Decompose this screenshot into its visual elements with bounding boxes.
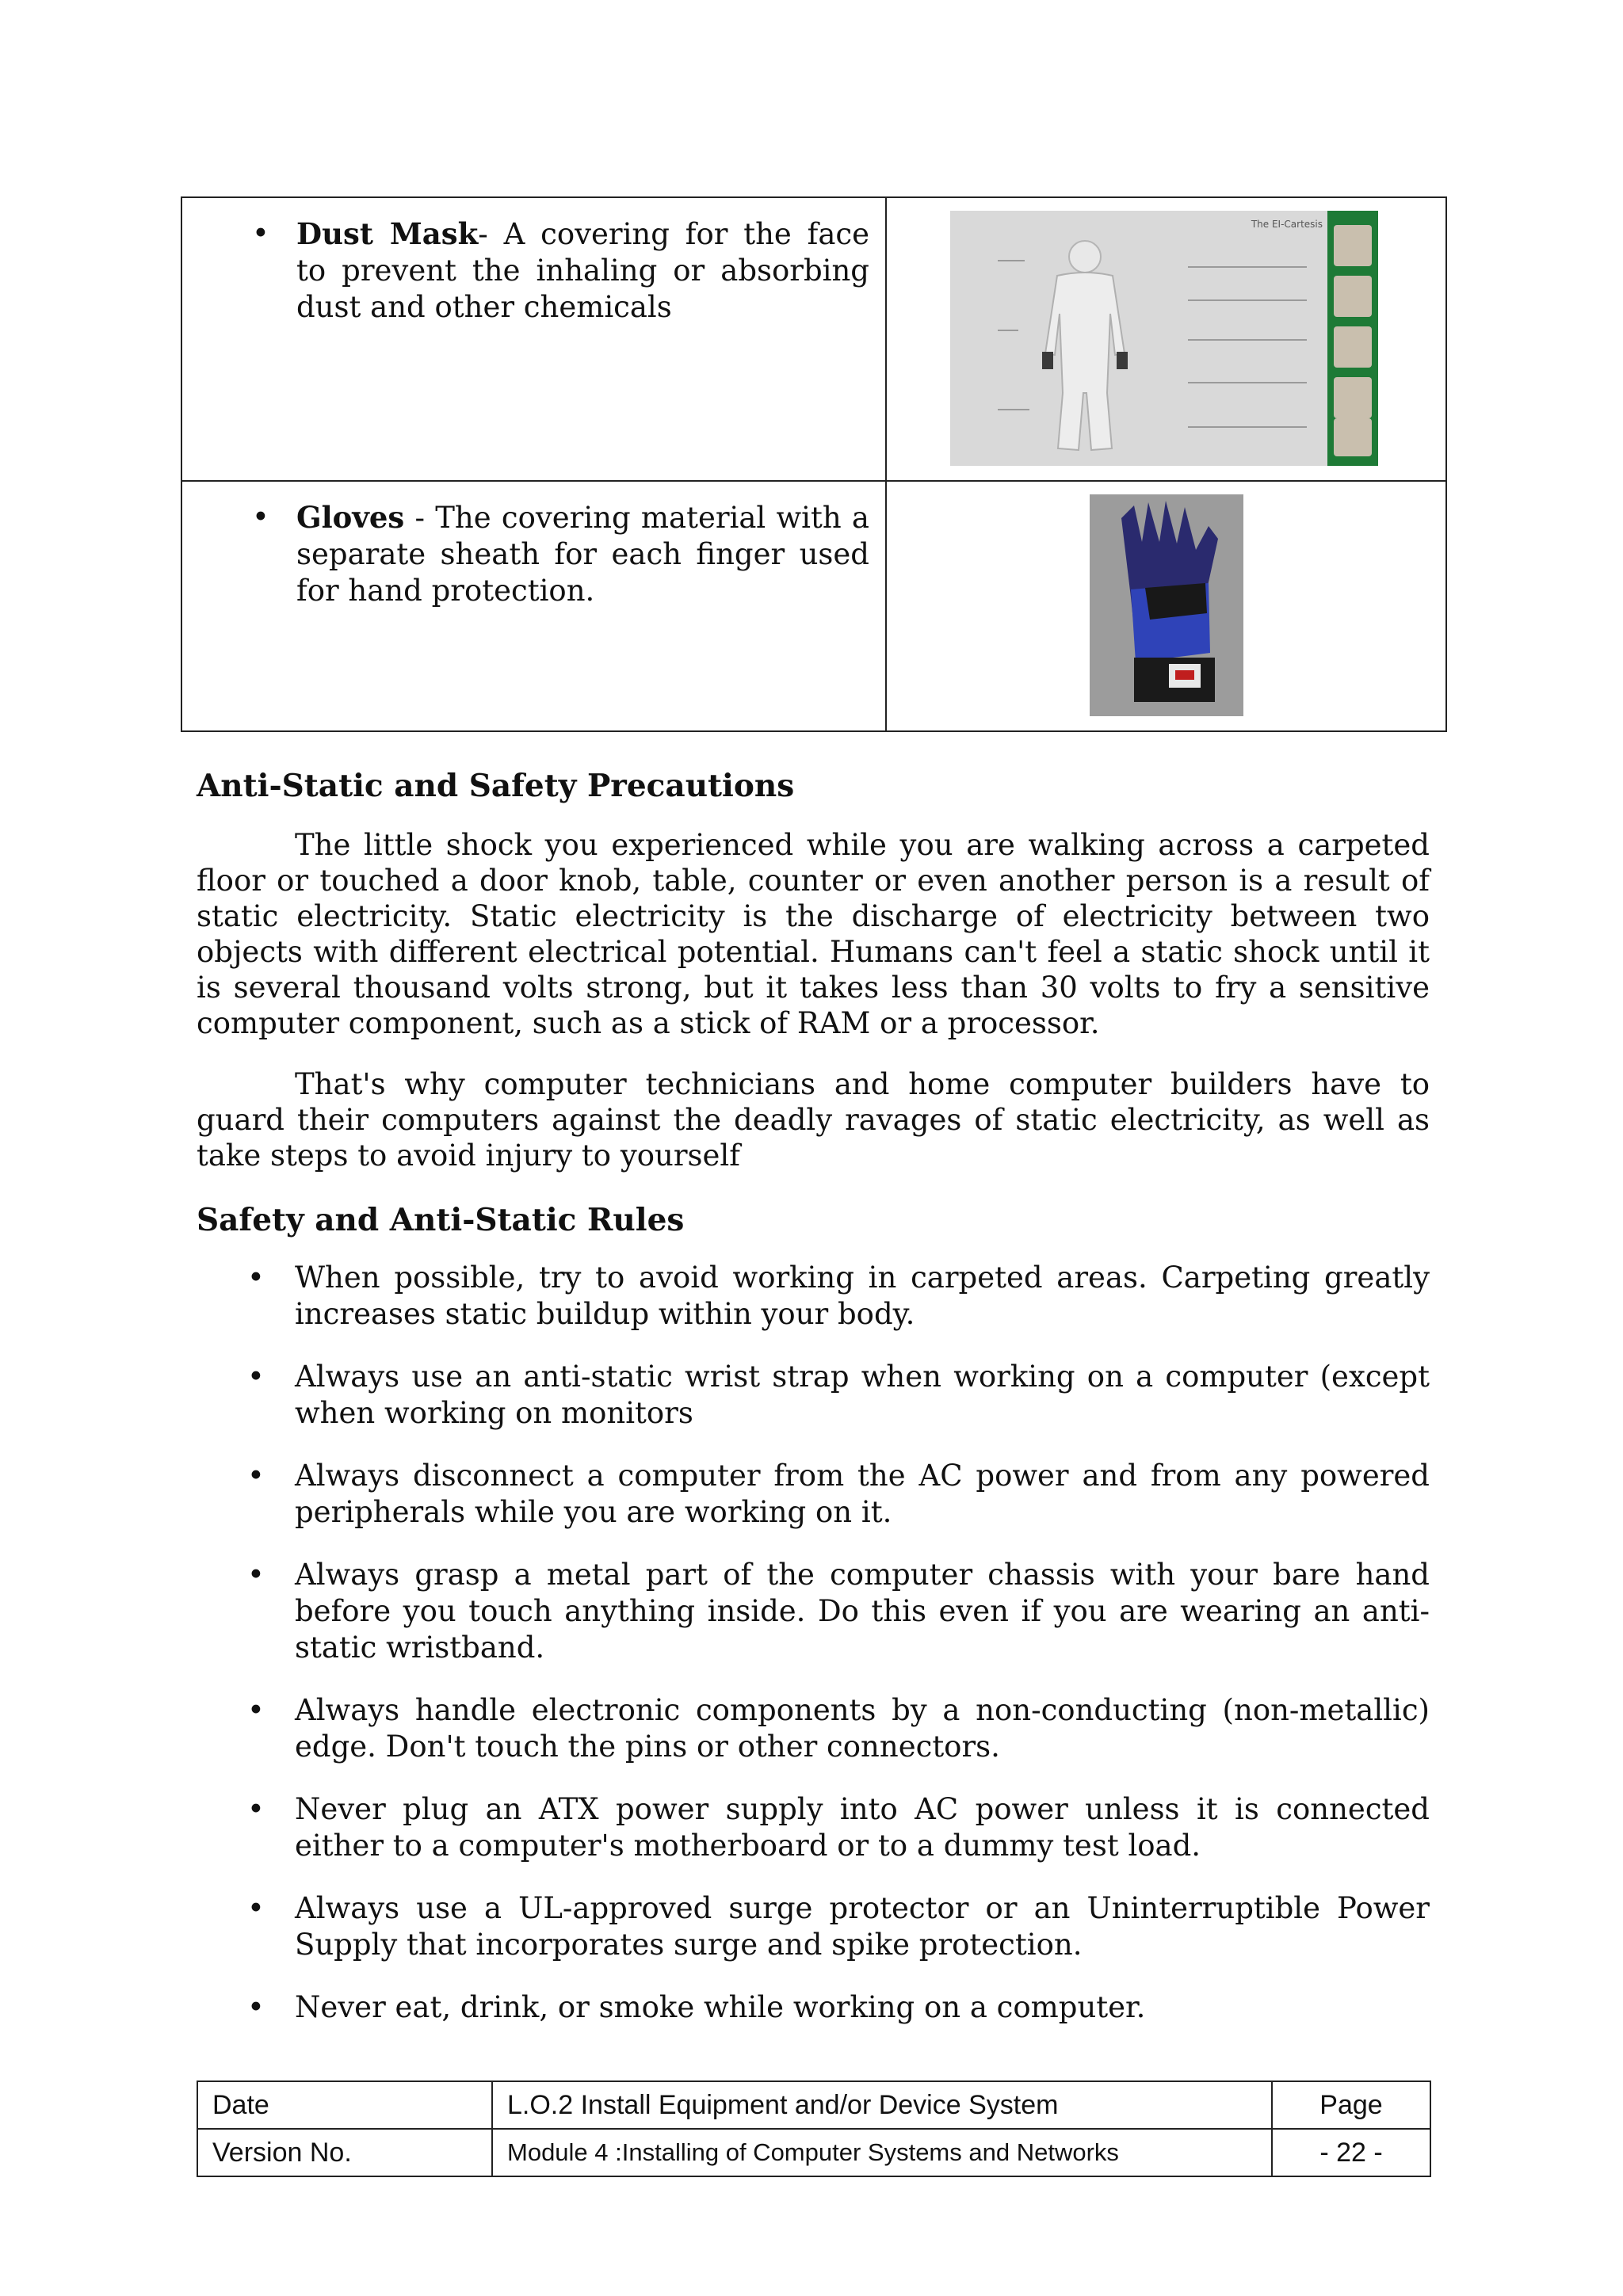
footer-table bbox=[197, 2081, 1431, 2177]
ppe-table bbox=[181, 196, 1447, 732]
dust-mask-image-cell bbox=[886, 197, 1446, 481]
bullet-icon: • bbox=[247, 1558, 265, 1592]
gloves-separator: - bbox=[404, 501, 436, 535]
protective-suit-figure bbox=[1014, 235, 1156, 456]
callout-line bbox=[998, 409, 1029, 410]
bullet-icon: • bbox=[252, 216, 269, 250]
table-row bbox=[197, 2129, 1430, 2176]
ppe-strip bbox=[1327, 211, 1378, 466]
bullet-icon: • bbox=[247, 1360, 265, 1394]
bullet-icon: • bbox=[247, 1891, 265, 1925]
footer-version-label: Version No. bbox=[197, 2129, 492, 2176]
dust-mask-description: A covering for the face to prevent the inhaling or absorbing dust and other chemicals bbox=[296, 217, 870, 324]
protective-suit-image bbox=[950, 211, 1378, 466]
bullet-icon: • bbox=[247, 1261, 265, 1295]
table-row bbox=[197, 2081, 1430, 2129]
rule-text: Never plug an ATX power supply into AC power unless it is connected either to a computer's motherboard or to a dummy test load. bbox=[295, 1792, 1430, 1863]
bullet-icon: • bbox=[252, 500, 269, 534]
suit-caption: The EI-Cartesis bbox=[1251, 219, 1323, 230]
bullet-icon: • bbox=[247, 1459, 265, 1493]
table-row bbox=[181, 481, 1446, 731]
gloves-image bbox=[1090, 494, 1243, 716]
dust-mask-separator: - bbox=[478, 217, 504, 251]
dust-mask-term: Dust Mask bbox=[296, 216, 479, 251]
list-item bbox=[197, 1890, 1430, 1963]
glove-figure bbox=[1090, 494, 1243, 716]
table-row bbox=[181, 197, 1446, 481]
technicians-paragraph: That's why computer technicians and home computer builders have to guard their computers against the deadly ravages of static electricity, as well as take steps to avoid injury to yourself bbox=[197, 1067, 1430, 1173]
footer-page-number: - 22 - bbox=[1272, 2129, 1430, 2176]
list-item bbox=[197, 1989, 1430, 2026]
callout-line bbox=[998, 260, 1025, 261]
gloves-image-cell bbox=[886, 481, 1446, 731]
gloves-term: Gloves bbox=[296, 500, 405, 535]
dust-mask-cell bbox=[181, 197, 886, 481]
footer-date-label: Date bbox=[197, 2081, 492, 2129]
rule-text: Always handle electronic components by a non-conducting (non-metallic) edge. Don't touch the pins or other connectors. bbox=[295, 1693, 1430, 1764]
rule-text: When possible, try to avoid working in carpeted areas. Carpeting greatly increases static buildup within your body. bbox=[295, 1261, 1430, 1331]
bullet-icon: • bbox=[247, 1990, 265, 2024]
rules-list bbox=[197, 1260, 1430, 2052]
anti-static-heading: Anti-Static and Safety Precautions bbox=[197, 768, 795, 804]
rule-text: Always grasp a metal part of the computer chassis with your bare hand before you touch anything inside. Do this even if you are wearing an anti-static wristband. bbox=[295, 1558, 1430, 1665]
rule-text: Never eat, drink, or smoke while working on a computer. bbox=[295, 1990, 1146, 2024]
list-item bbox=[197, 1260, 1430, 1333]
bullet-icon: • bbox=[247, 1693, 265, 1727]
rule-text: Always use an anti-static wrist strap when working on a computer (except when working on monitors bbox=[295, 1360, 1430, 1430]
footer-page-label: Page bbox=[1272, 2081, 1430, 2129]
list-item bbox=[197, 1791, 1430, 1864]
callout-line bbox=[998, 330, 1018, 331]
callout-line bbox=[1188, 299, 1307, 301]
callout-line bbox=[1188, 266, 1307, 268]
callout-line bbox=[1188, 382, 1307, 383]
rule-text: Always disconnect a computer from the AC power and from any powered peripherals while you are working on it. bbox=[295, 1459, 1430, 1529]
callout-line bbox=[1188, 339, 1307, 341]
bullet-icon: • bbox=[247, 1792, 265, 1826]
list-item bbox=[197, 1692, 1430, 1765]
gloves-item bbox=[182, 482, 885, 609]
callout-line bbox=[1188, 426, 1307, 428]
rule-text: Always use a UL-approved surge protector or an Uninterruptible Power Supply that incorporates surge and spike protection. bbox=[295, 1891, 1430, 1962]
static-paragraph: The little shock you experienced while you are walking across a carpeted floor or touched a door knob, table, counter or even another person is a result of static electricity. Static electricity is the discharge of electricity between two objects with different electrical potential. Humans can't feel a static shock until it is several thousand volts strong, but it takes less than 30 volts to fry a sensitive computer component, such as a stick of RAM or a processor. bbox=[197, 828, 1430, 1040]
dust-mask-item bbox=[182, 198, 885, 326]
list-item bbox=[197, 1359, 1430, 1432]
list-item bbox=[197, 1557, 1430, 1666]
list-item bbox=[197, 1458, 1430, 1531]
rules-heading: Safety and Anti-Static Rules bbox=[197, 1202, 685, 1238]
gloves-description: The covering material with a separate sheath for each finger used for hand protection. bbox=[296, 501, 869, 608]
gloves-cell bbox=[181, 481, 886, 731]
footer-module-title: Module 4 :Installing of Computer Systems and Networks bbox=[492, 2129, 1272, 2176]
footer-lo-title: L.O.2 Install Equipment and/or Device System bbox=[492, 2081, 1272, 2129]
